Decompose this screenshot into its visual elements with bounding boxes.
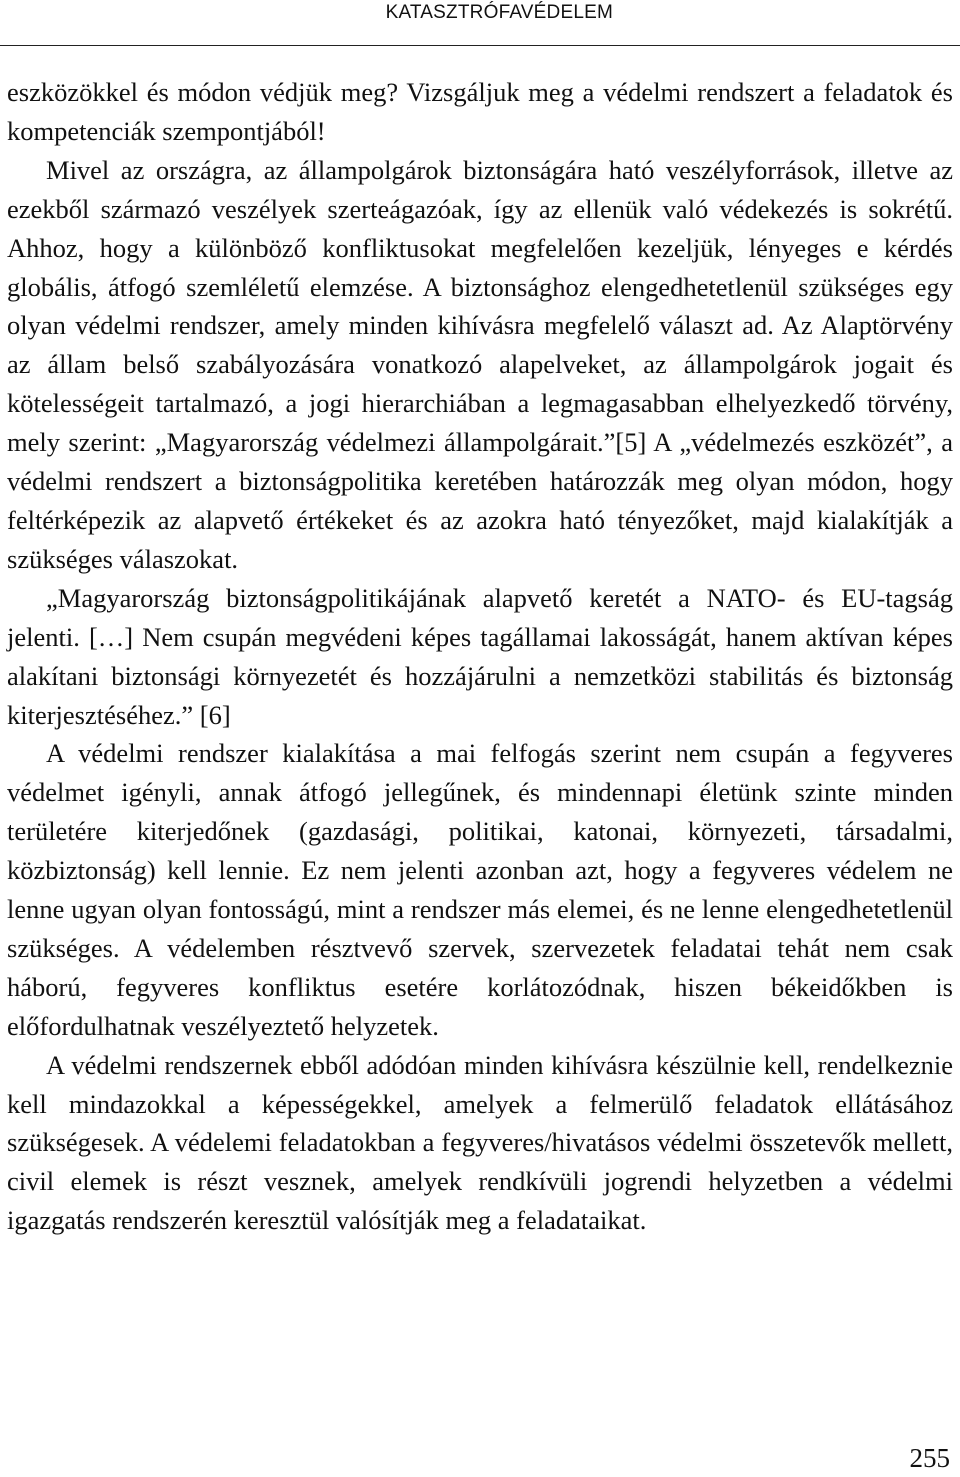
body-text [7, 73, 953, 1240]
paragraph: A védelmi rendszernek ebből adódóan minden kihívásra készülnie kell, rendelkeznie kell mindazokkal a képességekkel, amelyek a felmerülő feladatok ellátásához szükségesek. A védelemi feladatokban a fegyveres/hivatásos védelmi összetevők mellett, civil elemek is részt vesznek, amelyek rendkívüli jogrendi helyzetben a védelmi igazgatás rendszerén keresztül valósítják meg a feladataikat. [7, 1049, 953, 1236]
running-header-title: KATASZTRÓFAVÉDELEM [385, 2, 613, 23]
paragraph: A védelmi rendszer kialakítása a mai felfogás szerint nem csupán a fegyveres védelmet igényli, annak átfogó jellegűnek, és mindennapi életünk szinte minden területére kiterjedőnek (gazdasági, politikai, katonai, környezeti, társadalmi, közbiztonság) kell lennie. Ez nem jelenti azonban azt, hogy a fegyveres védelem ne lenne ugyan olyan fontosságú, mint a rendszer más elemei, és ne lenne elengedhetetlenül szükséges. A védelemben résztvevő szervek, szervezetek feladatai tehát nem csak háború, fegyveres konfliktus esetére korlátozódnak, hiszen békeidőkben is előfordulhatnak veszélyeztető helyzetek. [7, 738, 953, 1041]
paragraph: Mivel az országra, az állampolgárok biztonságára ható veszélyforrások, illetve az ezekből származó veszélyek szerteágazóak, így az ellenük való védekezés is sokrétű. Ahhoz, hogy a különböző konfliktusokat megfelelően kezeljük, lényeges e kérdés globális, átfogó szemléletű elemzése. A biztonsághoz elengedhetetlenül szükséges egy olyan védelmi rendszer, amely minden kihívásra megfelelő választ ad. Az Alaptörvény az állam belső szabályozására vonatkozó alapelveket, az állampolgárok jogait és kötelességeit tartalmazó, a jogi hierarchiában a legmagasabban elhelyezkedő törvény, mely szerint: „Magyarország védelmezi állampolgárait.”[5] A „védelmezés eszközét”, a védelmi rendszert a biztonságpolitika keretében határozzák meg olyan módon, hogy feltérképezik az alapvető értékeket és az azokra ható tényezőket, majd kialakítják a szükséges válaszokat. [7, 154, 953, 574]
paragraph-continuation: eszközökkel és módon védjük meg? Vizsgáljuk meg a védelmi rendszert a feladatok és kompetenciák szempontjából! [7, 77, 953, 146]
page-number: 255 [909, 1443, 950, 1473]
paragraph-quote: „Magyarország biztonságpolitikájának alapvető keretét a NATO- és EU-tagság jelenti. […] Nem csupán megvédeni képes tagállamai lakosságát, hanem aktívan képes alakítani biztonsági környezetét és hozzájárulni a nemzetközi stabilitás és biztonság kiterjesztéséhez.” [6] [7, 582, 953, 730]
header-divider [0, 45, 960, 46]
running-header [0, 0, 960, 46]
